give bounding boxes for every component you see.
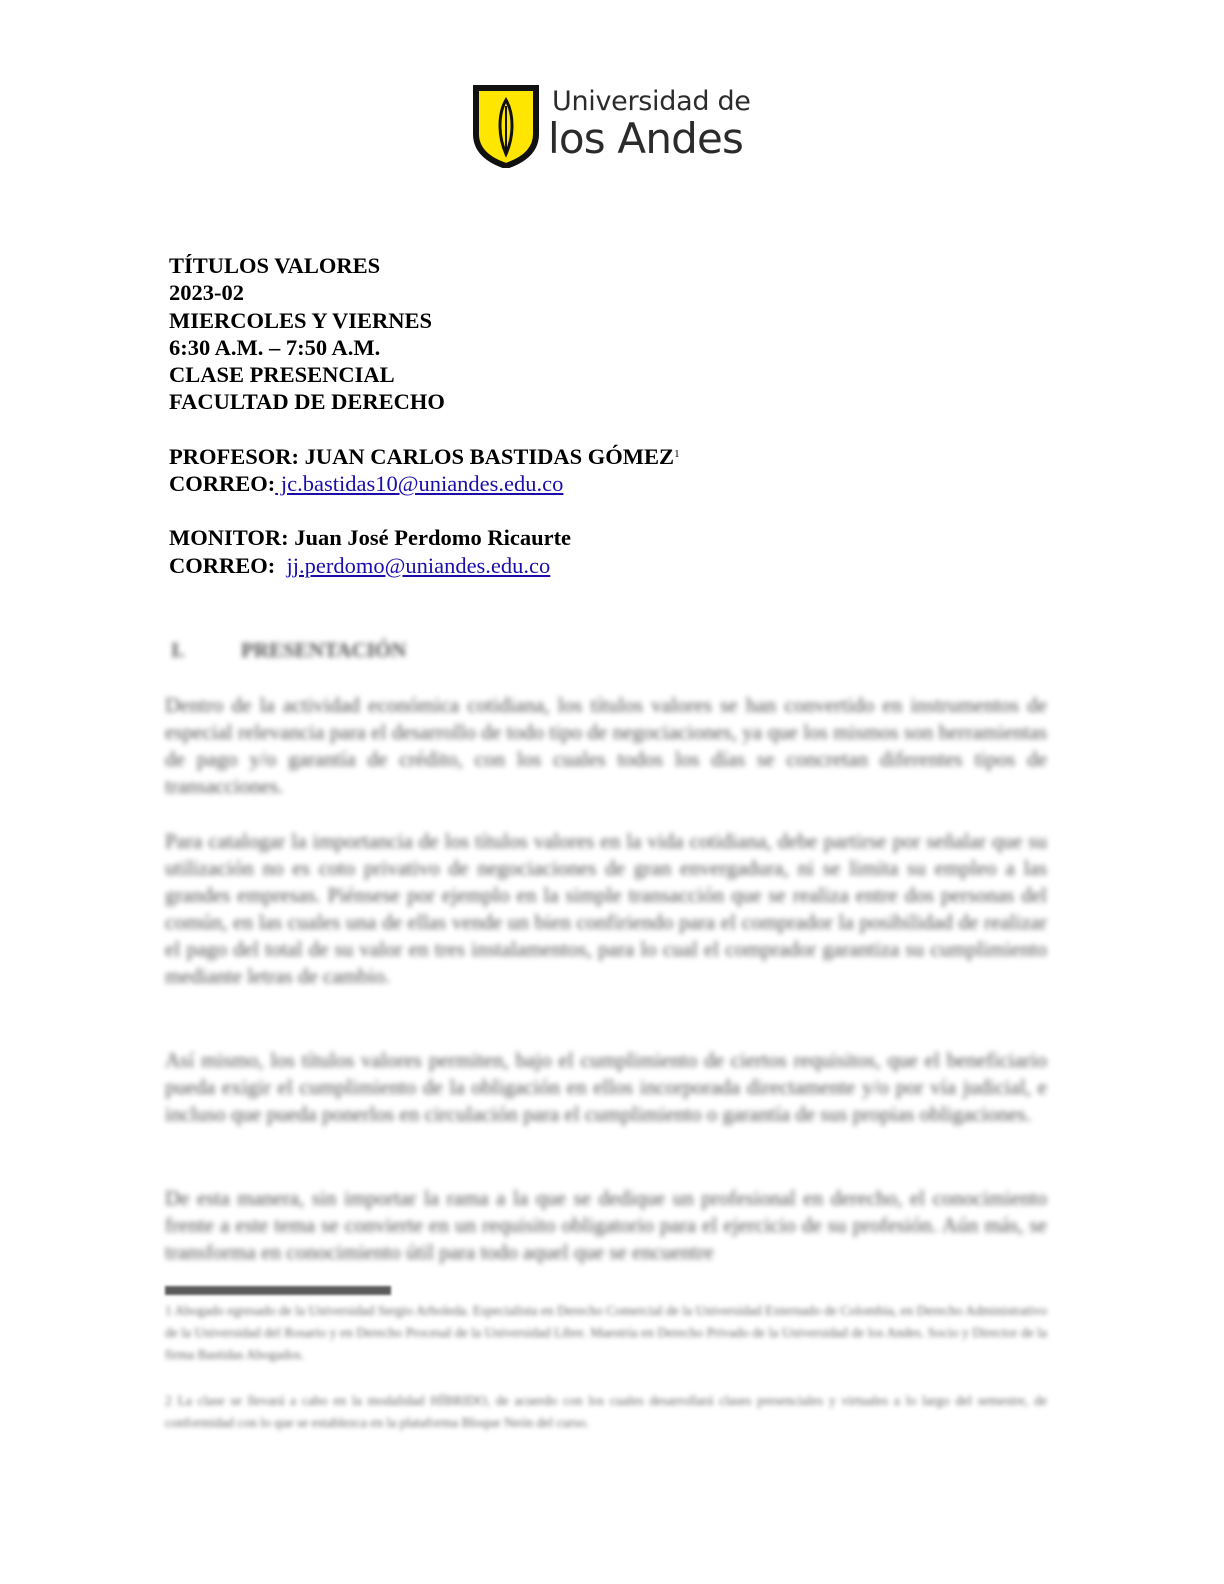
professor-email-link[interactable]: jc.bastidas10@uniandes.edu.co [275, 471, 564, 497]
section-number: I. [171, 638, 185, 662]
body-paragraph-3: Así mismo, los títulos valores permiten, bajo el cumplimiento de ciertos requisitos, que el beneficiario pueda exigir el cumplimiento de la obligación en ellos incorporada directamente y/o por vía judicial, e incluso que pueda ponerlos en circulación para el cumplimiento o garantía de sus propias obligaciones. [165, 1048, 1047, 1126]
logo-line-1: Universidad de [552, 86, 751, 117]
course-title: TÍTULOS VALORES [169, 253, 381, 278]
body-paragraph-2: Para catalogar la importancia de los títulos valores en la vida cotidiana, debe partirse por señalar que su utilización no es coto privativo de negociaciones de gran envergadura, ni se limita su empleo a las grandes empresas. Piénsese por ejemplo en la simple transacción que se realiza entre dos personas del común, en las cuales una de ellas vende un bien confiriendo para el comprador la posibilidad de realizar el pago del total de su valor en tres instalamentos, para lo cual el comprador garantiza su cumplimiento mediante letras de cambio. [165, 829, 1047, 988]
course-mode: CLASE PRESENCIAL [169, 362, 395, 388]
professor-line [169, 443, 680, 470]
footnote-marker[interactable]: 1 [674, 447, 680, 460]
footnote-divider [165, 1286, 391, 1295]
professor-email-line [169, 470, 680, 497]
body-paragraph-4: De esta manera, sin importar la rama a la que se dedique un profesional en derecho, el conocimiento frente a este tema se convierte en un requisito obligatorio para el ejercicio de su profesión. Aún más, se transforma en conocimiento útil para todo aquel que se encuentre [165, 1186, 1047, 1264]
monitor-email-link[interactable]: jj.perdomo@uniandes.edu.co [286, 552, 551, 578]
shield-icon [472, 84, 540, 168]
footnote-2: 2 La clase se llevará a cabo en la modalidad HÍBRIDO, de acuerdo con los cuales desarrollará clases presenciales y virtuales a lo largo del semestre, de conformidad con lo que se establezca en la plataforma Bloque Neón del curso. [165, 1393, 1047, 1430]
logo-line-2: los Andes [548, 114, 744, 163]
university-logo [472, 84, 752, 170]
spacer [169, 416, 680, 443]
monitor-name: MONITOR: Juan José Perdomo Ricaurte [169, 525, 572, 551]
course-time: 6:30 A.M. – 7:50 A.M. [169, 334, 381, 360]
section-heading [171, 638, 406, 663]
course-faculty: FACULTAD DE DERECHO [169, 389, 445, 415]
footnote-1: 1 Abogado egresado de la Universidad Sergio Arboleda. Especialista en Derecho Comercial de la Universidad Externado de Colombia, en Derecho Administrativo de la Universidad del Rosario y en Derecho Procesal de la Universidad Libre. Maestría en Derecho Privado de la Universidad de los Andes. Socio y Director de la firma Bastidas Abogados. [165, 1303, 1047, 1362]
professor-name: PROFESOR: JUAN CARLOS BASTIDAS GÓMEZ [169, 443, 675, 469]
section-title: PRESENTACIÓN [241, 638, 407, 662]
course-period: 2023-02 [169, 280, 244, 306]
spacer [169, 497, 680, 524]
body-paragraph-1: Dentro de la actividad económica cotidiana, los títulos valores se han convertido en instrumentos de especial relevancia para el desarrollo de todo tipo de negociaciones, ya que los mismos son herramientas de pago y/o garantía de crédito, con los cuales todos los días se concretan diferentes tipos de transacciones. [165, 693, 1047, 798]
professor-email-label: CORREO: [169, 471, 276, 497]
monitor-email-line [169, 552, 680, 579]
course-header [169, 252, 680, 579]
course-days: MIERCOLES Y VIERNES [169, 307, 432, 333]
monitor-email-label: CORREO: [169, 552, 276, 578]
